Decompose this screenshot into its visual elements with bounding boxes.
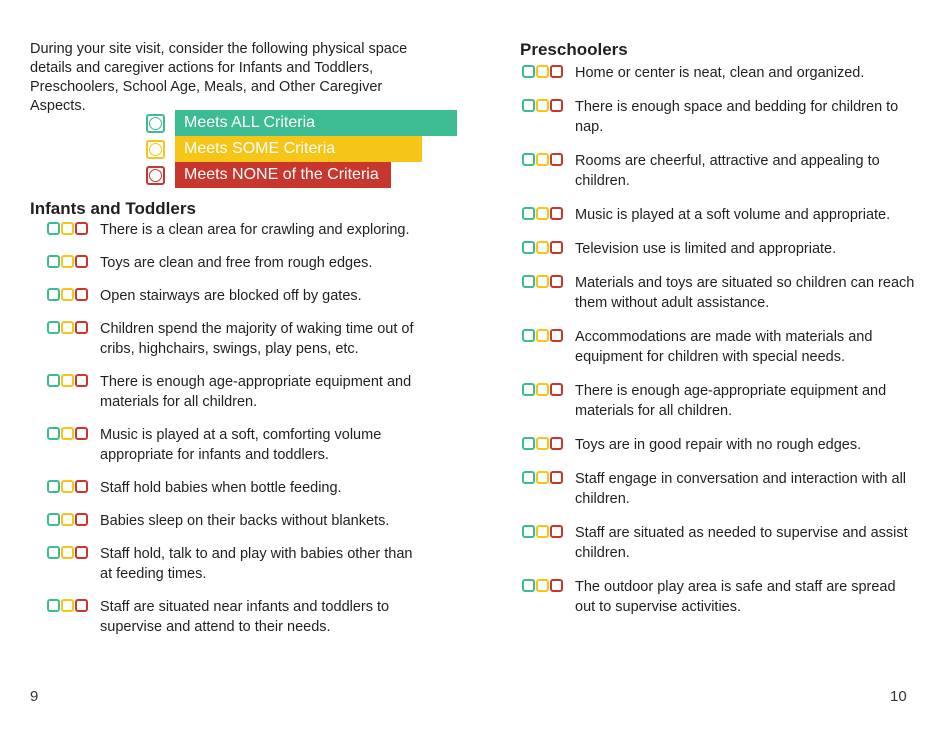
intro-text: During your site visit, consider the following physical space details and caregiver actions for Infants and Toddlers, Preschoolers, School Age, Meals, and Other Caregiver Aspects. xyxy=(30,41,408,114)
meets-some-checkbox-icon[interactable] xyxy=(61,599,74,612)
page-number-left: 9 xyxy=(30,688,39,705)
rating-checkboxes xyxy=(47,546,88,559)
checklist-item xyxy=(522,205,917,225)
rating-checkboxes xyxy=(522,275,563,288)
meets-some-checkbox-icon[interactable] xyxy=(536,275,549,288)
meets-none-checkbox-icon[interactable] xyxy=(550,99,563,112)
meets-some-checkbox-icon[interactable] xyxy=(536,207,549,220)
meets-some-checkbox-icon[interactable] xyxy=(536,579,549,592)
checklist-item-text: Rooms are cheerful, attractive and appealing to children. xyxy=(575,153,880,189)
meets-all-checkbox-icon[interactable] xyxy=(522,329,535,342)
meets-all-checkbox-icon[interactable] xyxy=(47,513,60,526)
meets-none-checkbox-icon[interactable] xyxy=(75,222,88,235)
checklist-item-text: Television use is limited and appropriate. xyxy=(575,241,837,257)
meets-some-checkbox-icon[interactable] xyxy=(536,153,549,166)
meets-none-checkbox-icon[interactable] xyxy=(550,65,563,78)
checklist-item xyxy=(522,577,917,617)
checklist-item-text: Music is played at a soft volume and appropriate. xyxy=(575,207,891,223)
meets-all-checkbox-icon[interactable] xyxy=(47,480,60,493)
rating-checkboxes xyxy=(47,599,88,612)
circle-checkbox-icon xyxy=(146,166,165,185)
meets-some-checkbox-icon[interactable] xyxy=(61,288,74,301)
legend xyxy=(146,110,457,188)
meets-some-checkbox-icon[interactable] xyxy=(61,374,74,387)
meets-some-checkbox-icon[interactable] xyxy=(61,255,74,268)
rating-checkboxes xyxy=(47,321,88,334)
checklist-item-text: Staff hold, talk to and play with babies other than at feeding times. xyxy=(100,546,413,582)
meets-all-checkbox-icon[interactable] xyxy=(47,321,60,334)
checklist-item xyxy=(522,523,917,563)
meets-some-checkbox-icon[interactable] xyxy=(536,329,549,342)
circle-checkbox-icon xyxy=(146,114,165,133)
legend-some xyxy=(146,136,457,162)
meets-some-checkbox-icon[interactable] xyxy=(61,513,74,526)
meets-none-checkbox-icon[interactable] xyxy=(75,480,88,493)
meets-none-checkbox-icon[interactable] xyxy=(550,153,563,166)
checklist-item xyxy=(47,597,427,637)
meets-some-checkbox-icon[interactable] xyxy=(61,427,74,440)
checklist-item-text: Open stairways are blocked off by gates. xyxy=(100,288,362,304)
meets-none-checkbox-icon[interactable] xyxy=(550,329,563,342)
meets-some-checkbox-icon[interactable] xyxy=(61,480,74,493)
legend-none xyxy=(146,162,457,188)
legend-all xyxy=(146,110,457,136)
checklist-item-text: The outdoor play area is safe and staff are spread out to supervise activities. xyxy=(575,579,896,615)
meets-all-checkbox-icon[interactable] xyxy=(522,153,535,166)
checklist-item-text: There is enough age-appropriate equipment and materials for all children. xyxy=(100,374,412,410)
meets-all-checkbox-icon[interactable] xyxy=(47,599,60,612)
checklist-item xyxy=(47,478,427,498)
meets-none-checkbox-icon[interactable] xyxy=(550,471,563,484)
meets-some-checkbox-icon[interactable] xyxy=(536,525,549,538)
meets-some-checkbox-icon[interactable] xyxy=(61,321,74,334)
checklist-item xyxy=(47,511,427,531)
checklist-item-text: Staff are situated as needed to supervise and assist children. xyxy=(575,525,908,561)
checklist-item xyxy=(47,220,427,240)
preschoolers-checklist xyxy=(522,63,917,631)
checklist-item xyxy=(522,151,917,191)
rating-checkboxes xyxy=(522,99,563,112)
meets-none-checkbox-icon[interactable] xyxy=(550,525,563,538)
meets-none-checkbox-icon[interactable] xyxy=(75,513,88,526)
checklist-item xyxy=(47,286,427,306)
rating-checkboxes xyxy=(522,437,563,450)
checklist-item xyxy=(522,435,917,455)
meets-none-checkbox-icon[interactable] xyxy=(75,546,88,559)
meets-all-checkbox-icon[interactable] xyxy=(47,288,60,301)
meets-all-checkbox-icon[interactable] xyxy=(522,579,535,592)
meets-none-checkbox-icon[interactable] xyxy=(550,275,563,288)
legend-label: Meets SOME Criteria xyxy=(175,136,422,162)
meets-none-checkbox-icon[interactable] xyxy=(75,599,88,612)
checklist-item-text: Music is played at a soft, comforting volume appropriate for infants and toddlers. xyxy=(100,427,382,463)
meets-all-checkbox-icon[interactable] xyxy=(522,383,535,396)
checklist-item-text: Accommodations are made with materials and equipment for children with special needs. xyxy=(575,329,873,365)
checklist-item-text: Materials and toys are situated so children can reach them without adult assistance. xyxy=(575,275,915,311)
meets-some-checkbox-icon[interactable] xyxy=(536,65,549,78)
rating-checkboxes xyxy=(522,471,563,484)
checklist-item-text: There is enough age-appropriate equipment and materials for all children. xyxy=(575,383,887,419)
checklist-item xyxy=(522,63,917,83)
meets-all-checkbox-icon[interactable] xyxy=(47,374,60,387)
infants-checklist xyxy=(47,220,427,650)
checklist-item-text: There is a clean area for crawling and exploring. xyxy=(100,222,410,238)
meets-none-checkbox-icon[interactable] xyxy=(75,288,88,301)
meets-all-checkbox-icon[interactable] xyxy=(522,65,535,78)
rating-checkboxes xyxy=(522,65,563,78)
checklist-item-text: Staff hold babies when bottle feeding. xyxy=(100,480,342,496)
rating-checkboxes xyxy=(47,255,88,268)
meets-all-checkbox-icon[interactable] xyxy=(522,437,535,450)
meets-some-checkbox-icon[interactable] xyxy=(536,241,549,254)
checklist-item xyxy=(522,273,917,313)
meets-some-checkbox-icon[interactable] xyxy=(536,383,549,396)
checklist-item xyxy=(47,544,427,584)
rating-checkboxes xyxy=(522,241,563,254)
checklist-item-text: Home or center is neat, clean and organized. xyxy=(575,65,865,81)
meets-all-checkbox-icon[interactable] xyxy=(522,275,535,288)
checklist-item-text: There is enough space and bedding for children to nap. xyxy=(575,99,899,135)
checklist-item xyxy=(522,97,917,137)
circle-checkbox-icon xyxy=(146,140,165,159)
checklist-item xyxy=(522,327,917,367)
meets-all-checkbox-icon[interactable] xyxy=(47,222,60,235)
rating-checkboxes xyxy=(47,427,88,440)
meets-none-checkbox-icon[interactable] xyxy=(550,241,563,254)
meets-some-checkbox-icon[interactable] xyxy=(61,222,74,235)
meets-all-checkbox-icon[interactable] xyxy=(522,241,535,254)
checklist-item xyxy=(47,425,427,465)
rating-checkboxes xyxy=(47,288,88,301)
checklist-item xyxy=(522,239,917,259)
legend-label: Meets NONE of the Criteria xyxy=(175,162,391,188)
checklist-item xyxy=(47,372,427,412)
checklist-item-text: Staff engage in conversation and interaction with all children. xyxy=(575,471,907,507)
page-number-right: 10 xyxy=(890,688,907,705)
rating-checkboxes xyxy=(522,329,563,342)
checklist-item-text: Children spend the majority of waking time out of cribs, highchairs, swings, play pens, etc. xyxy=(100,321,414,357)
checklist-item-text: Babies sleep on their backs without blankets. xyxy=(100,513,390,529)
checklist-item xyxy=(522,381,917,421)
meets-some-checkbox-icon[interactable] xyxy=(61,546,74,559)
legend-label: Meets ALL Criteria xyxy=(175,110,457,136)
meets-none-checkbox-icon[interactable] xyxy=(550,207,563,220)
rating-checkboxes xyxy=(47,374,88,387)
rating-checkboxes xyxy=(522,383,563,396)
meets-none-checkbox-icon[interactable] xyxy=(550,383,563,396)
rating-checkboxes xyxy=(47,222,88,235)
meets-none-checkbox-icon[interactable] xyxy=(550,579,563,592)
meets-all-checkbox-icon[interactable] xyxy=(47,427,60,440)
meets-none-checkbox-icon[interactable] xyxy=(550,437,563,450)
meets-all-checkbox-icon[interactable] xyxy=(522,99,535,112)
meets-none-checkbox-icon[interactable] xyxy=(75,374,88,387)
meets-all-checkbox-icon[interactable] xyxy=(522,471,535,484)
meets-all-checkbox-icon[interactable] xyxy=(522,207,535,220)
meets-some-checkbox-icon[interactable] xyxy=(536,99,549,112)
meets-all-checkbox-icon[interactable] xyxy=(47,546,60,559)
checklist-item-text: Toys are in good repair with no rough edges. xyxy=(575,437,862,453)
checklist-item xyxy=(47,319,427,359)
rating-checkboxes xyxy=(522,207,563,220)
meets-none-checkbox-icon[interactable] xyxy=(75,427,88,440)
meets-all-checkbox-icon[interactable] xyxy=(522,525,535,538)
rating-checkboxes xyxy=(522,579,563,592)
checklist-item xyxy=(522,469,917,509)
rating-checkboxes xyxy=(522,525,563,538)
meets-all-checkbox-icon[interactable] xyxy=(47,255,60,268)
checklist-item xyxy=(47,253,427,273)
checklist-item-text: Staff are situated near infants and toddlers to supervise and attend to their needs. xyxy=(100,599,390,635)
rating-checkboxes xyxy=(47,513,88,526)
preschoolers-heading: Preschoolers xyxy=(520,40,628,59)
meets-some-checkbox-icon[interactable] xyxy=(536,471,549,484)
rating-checkboxes xyxy=(522,153,563,166)
checklist-item-text: Toys are clean and free from rough edges. xyxy=(100,255,373,271)
meets-none-checkbox-icon[interactable] xyxy=(75,321,88,334)
meets-none-checkbox-icon[interactable] xyxy=(75,255,88,268)
meets-some-checkbox-icon[interactable] xyxy=(536,437,549,450)
rating-checkboxes xyxy=(47,480,88,493)
infants-heading: Infants and Toddlers xyxy=(30,199,196,218)
